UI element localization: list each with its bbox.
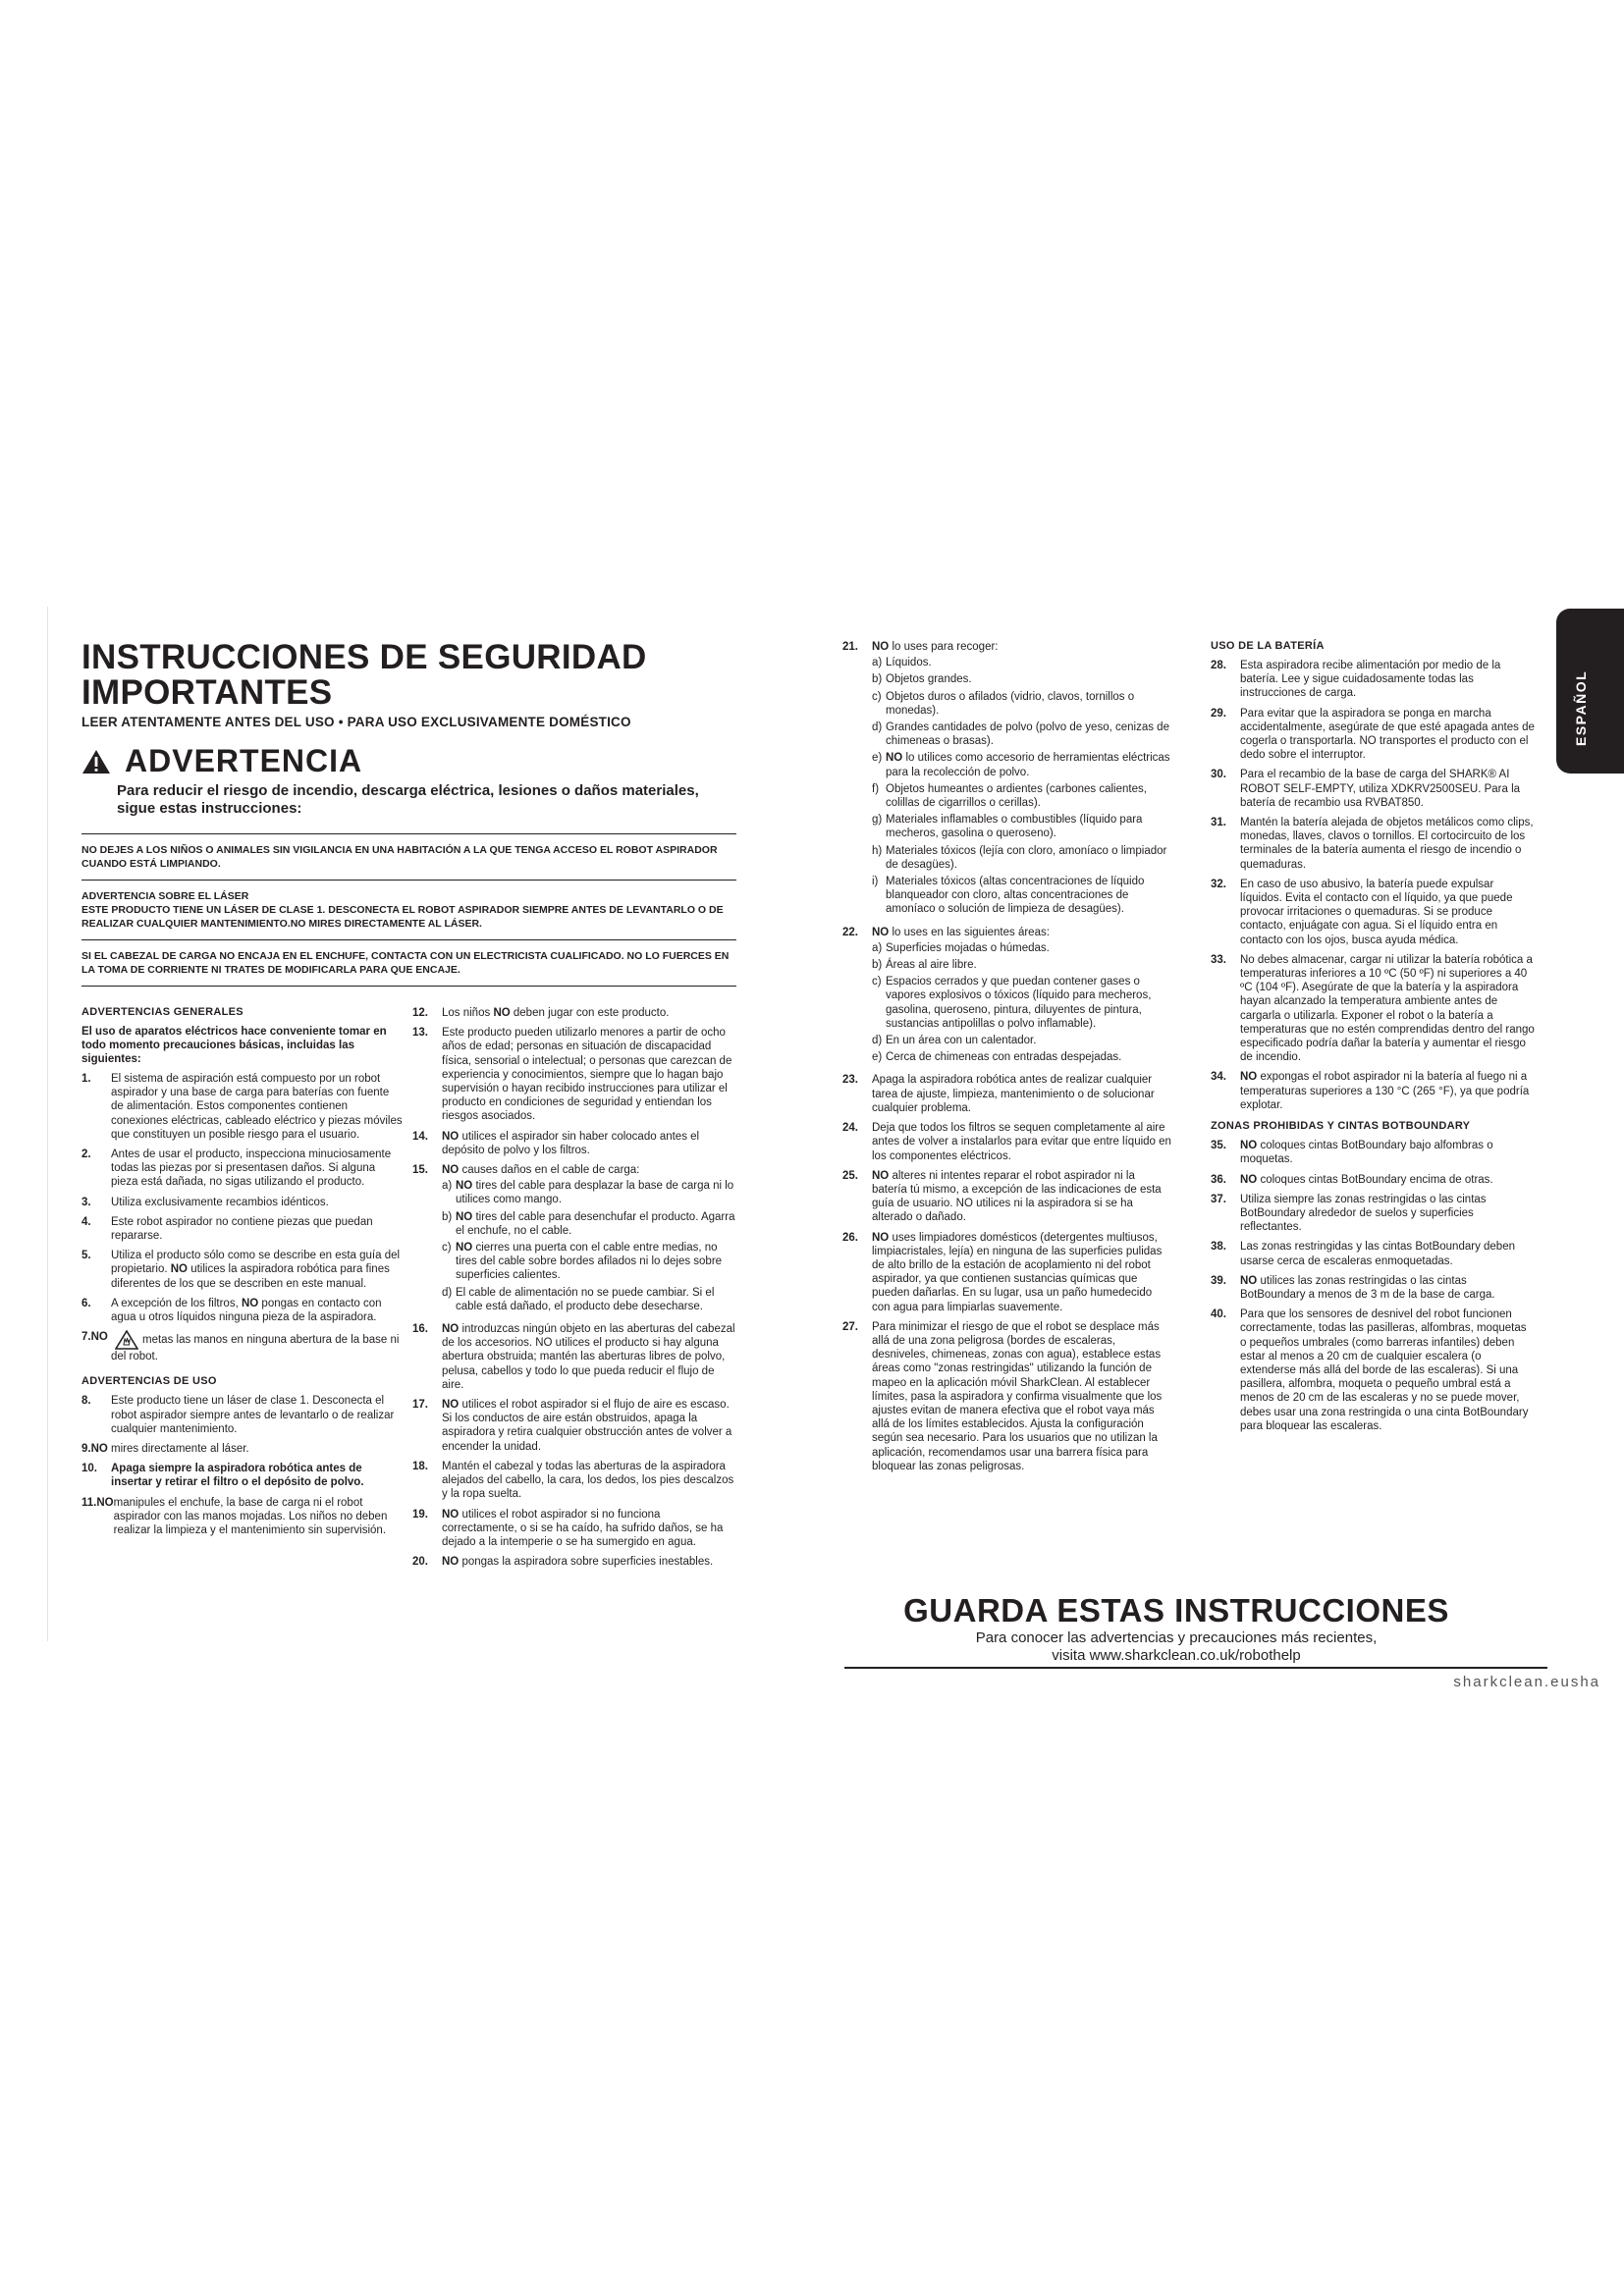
- list-item: 6. A excepción de los filtros, NO pongas en contacto con agua u otros líquidos ninguna pieza de la aspiradora.: [81, 1297, 382, 1324]
- list-item: 12. Los niños NO deben jugar con este producto.: [412, 1007, 670, 1019]
- divider: [81, 833, 736, 834]
- list-item: 18. Mantén el cabezal y todas las aberturas de la aspiradora alejados del cabello, la cara, los dedos, los pies descalzos y la ropa suelta.: [412, 1460, 734, 1501]
- list-item: 32. En caso de uso abusivo, la batería puede expulsar líquidos. Evita el contacto con el líquido, ya que puede provocar irritaciones o quemaduras. Si se produce contacto, enjuágate con agua. Si el líquido entra en contacto con los ojos, busca ayuda médica.: [1211, 878, 1513, 946]
- sub-item: c) Espacios cerrados y que puedan contener gases o vapores explosivos o tóxicos (líquido para mecheros, gasolina, queroseno, pintura, diluyentes de pintura, sustancias antipolillas o polvo inflamable).: [872, 976, 1152, 1030]
- right-page: [842, 640, 1535, 1479]
- right-columns: [842, 640, 1535, 1479]
- save-instructions-block: [842, 1592, 1510, 1665]
- page-title: INSTRUCCIONES DE SEGURIDAD IMPORTANTES: [81, 638, 647, 712]
- list-item: 11.NO manipules el enchufe, la base de carga ni el robot aspirador con las manos mojadas. Los niños no deben realizar la limpieza y el mantenimiento sin supervisión.: [81, 1496, 388, 1537]
- list-item: 5. Utiliza el producto sólo como se describe en esta guía del propietario. NO utilices la aspiradora robótica para fines diferentes de los que se describen en este manual.: [81, 1250, 401, 1290]
- column-general: [81, 1006, 404, 1575]
- list-item: 7.NO metas las manos en ninguna abertura de la base ni del robot.: [81, 1331, 400, 1363]
- page-fold-line: [47, 607, 48, 1641]
- list-item: 31. Mantén la batería alejada de objetos metálicos como clips, monedas, llaves, clavos o tornillos. El cortocircuito de los terminales de la batería aumenta el riesgo de incendio o quemaduras.: [1211, 817, 1534, 871]
- language-tab-label: ESPAÑOL: [1573, 669, 1589, 746]
- general-heading: ADVERTENCIAS GENERALES: [81, 1006, 244, 1018]
- list-item: 3. Utiliza exclusivamente recambios idénticos.: [81, 1196, 329, 1208]
- left-page: [81, 640, 736, 1575]
- sub-item: b) Objetos grandes.: [872, 673, 972, 686]
- sub-item: d) El cable de alimentación no se puede cambiar. Si el cable está dañado, el producto debe desecharse.: [442, 1286, 715, 1312]
- save-instructions-title: GUARDA ESTAS INSTRUCCIONES: [903, 1592, 1449, 1629]
- save-instructions-line: Para conocer las advertencias y precauciones más recientes,: [975, 1629, 1378, 1646]
- column-items-21-27: [842, 640, 1171, 1479]
- list-item: 9.NO mires directamente al láser.: [81, 1443, 249, 1456]
- sub-item: c) Objetos duros o afilados (vidrio, clavos, tornillos o monedas).: [872, 690, 1135, 717]
- sub-item: h) Materiales tóxicos (lejía con cloro, amoníaco o limpiador de desagües).: [872, 844, 1167, 871]
- list-item: 38. Las zonas restringidas y las cintas BotBoundary deben usarse cerca de escaleras enmoquetadas.: [1211, 1241, 1515, 1267]
- list-item: 20. NO pongas la aspiradora sobre superficies inestables.: [412, 1556, 714, 1569]
- zonas-heading: ZONAS PROHIBIDAS Y CINTAS BOTBOUNDARY: [1211, 1120, 1471, 1133]
- list-item: 1. El sistema de aspiración está compuesto por un robot aspirador y una base de carga para baterías con fuente de alimentación. Estos componentes contienen conexiones eléctricas, cableado eléctrico y piezas móviles que constituyen un posible riesgo para el usuario.: [81, 1073, 403, 1141]
- sub-item: d) En un área con un calentador.: [872, 1035, 1037, 1047]
- sub-item: g) Materiales inflamables o combustibles (líquido para mecheros, gasolina o queroseno).: [872, 814, 1143, 840]
- list-item: 30. Para el recambio de la base de carga del SHARK® AI ROBOT SELF-EMPTY, utiliza XDKRV2500SEU. Para la batería de recambio usa RVBAT850.: [1211, 769, 1521, 809]
- list-item: 17. NO utilices el robot aspirador si el flujo de aire es escaso. Si los conductos de aire están obstruidos, apaga la aspiradora y retira cualquier obstrucción antes de volver a encender la unidad.: [412, 1399, 732, 1453]
- notice-laser: ESTE PRODUCTO TIENE UN LÁSER DE CLASE 1. DESCONECTA EL ROBOT ASPIRADOR SIEMPRE ANTES DE LEVANTARLO O DE REALIZAR CUALQUIER MANTENIMIENTO.NO MIRES DIRECTAMENTE AL LÁSER.: [81, 904, 724, 930]
- notice-children: NO DEJES A LOS NIÑOS O ANIMALES SIN VIGILANCIA EN UNA HABITACIÓN A LA QUE TENGA ACCESO EL ROBOT ASPIRADOR CUANDO ESTÁ LIMPIANDO.: [81, 844, 718, 870]
- list-item: 33. No debes almacenar, cargar ni utilizar la batería robótica a temperaturas inferiores a 10 ºC (50 ºF) ni superiores a 40 ºC (104 ºF). Asegúrate de que la batería y la aspiradora hayan alcanzado la temperatura ambiente antes de cargarla o utilizarla. Exponer el robot o la batería a temperaturas que no estén comprendidas dentro del rango especificado podría dañar la batería y aumentar el riesgo de incendio.: [1211, 953, 1535, 1064]
- footer-url: sharkclean.eusha: [1453, 1674, 1600, 1690]
- list-item: 40. Para que los sensores de desnivel del robot funcionen correctamente, todas las pasilleras, alfombras, moquetas o pequeños umbrales (como barreras infantiles) deben estar al menos a 20 cm de cualquier escalera (o extenderse más allá del borde de las escaleras). Si una pasillera, alfombra, moqueta o pequeño umbral está a menos de 20 cm de las escaleras y no se puede mover, debes usar una zona restringida o una cinta BotBoundary para bloquear las escaleras.: [1211, 1308, 1529, 1432]
- list-item: 15. NO causes daños en el cable de carga: a) NO tires del cable para desplazar la base de carga ni lo utilices como mango. b) NO tires del cable para desenchufar el producto. Agarra el enchufe, no el cable. c) NO cierres una puerta con el cable entre medias, no tires del cable sobre bordes afilados ni lo dejes sobre superficies calientes. d) El cable de alimentación no se puede cambiar. Si el cable está dañado, el producto debe desecharse.: [412, 1164, 735, 1312]
- sub-list: [442, 1179, 736, 1313]
- divider: [81, 939, 736, 940]
- language-tab: [1556, 609, 1624, 774]
- divider: [81, 986, 736, 987]
- list-item: 4. Este robot aspirador no contiene piezas que puedan repararse.: [81, 1215, 373, 1243]
- hand-warning-icon: [115, 1330, 138, 1350]
- divider: [81, 880, 736, 881]
- sub-item: b) NO tires del cable para desenchufar el producto. Agarra el enchufe, no el cable.: [442, 1210, 735, 1237]
- list-item: 29. Para evitar que la aspiradora se ponga en marcha accidentalmente, asegúrate de que esté apagada antes de cogerla o transportarla. NO transportes el producto con el dedo sobre el interruptor.: [1211, 707, 1535, 762]
- sub-item: e) Cerca de chimeneas con entradas despejadas.: [872, 1051, 1122, 1064]
- list-item: 34. NO expongas el robot aspirador ni la batería al fuego ni a temperaturas superiores a 130 °C (265 °F), ya que podría explotar.: [1211, 1071, 1530, 1111]
- list-item: 23. Apaga la aspiradora robótica antes de realizar cualquier tarea de ajuste, limpieza, mantenimiento o de solucionar cualquier problema.: [842, 1074, 1155, 1114]
- list-item: 22. NO lo uses en las siguientes áreas: a) Superficies mojadas o húmedas. b) Áreas al aire libre. c) Espacios cerrados y que puedan contener gases o vapores explosivos o tóxicos (líquido para mecheros, gasolina, queroseno, pintura, diluyentes de pintura, sustancias antipolillas o polvo inflamable). d) En un área con un calentador. e) Cerca de chimeneas con entradas despejadas.: [842, 926, 1171, 1068]
- left-columns: [81, 1006, 736, 1575]
- uso-heading: ADVERTENCIAS DE USO: [81, 1375, 217, 1388]
- sub-list: [872, 656, 1171, 916]
- list-item: 8. Este producto tiene un láser de clase 1. Desconecta el robot aspirador siempre antes de levantarlo o de realizar cualquier mantenimiento.: [81, 1395, 395, 1435]
- warning-header: [81, 743, 736, 779]
- general-intro: El uso de aparatos eléctricos hace conveniente tomar en todo momento precauciones básicas, incluidas las siguientes:: [81, 1026, 387, 1065]
- notice-laser-heading: ADVERTENCIA SOBRE EL LÁSER: [81, 890, 249, 902]
- list-item: 24. Deja que todos los filtros se sequen completamente al aire antes de volver a instalarlos para evitar que entre líquido en los componentes eléctricos.: [842, 1122, 1171, 1162]
- list-item: 16. NO introduzcas ningún objeto en las aberturas del cabezal de los accesorios. NO utilices el producto si hay alguna abertura obstruida; mantén las aberturas libres de polvo, pelusa, cabellos y todo lo que pueda reducir el flujo de aire.: [412, 1323, 735, 1391]
- sub-item: f) Objetos humeantes o ardientes (carbones calientes, colillas de cigarrillos o cerillas).: [872, 782, 1147, 810]
- sub-item: b) Áreas al aire libre.: [872, 959, 977, 972]
- warning-subtitle: Para reducir el riesgo de incendio, descarga eléctrica, lesiones o daños materiales, sigue estas instrucciones:: [117, 782, 699, 817]
- page-subtitle: LEER ATENTAMENTE ANTES DEL USO • PARA USO EXCLUSIVAMENTE DOMÉSTICO: [81, 715, 631, 729]
- sub-item: c) NO cierres una puerta con el cable entre medias, no tires del cable sobre bordes afilados ni lo dejes sobre superficies calientes.: [442, 1242, 723, 1282]
- list-item: 28. Esta aspiradora recibe alimentación por medio de la batería. Lee y sigue cuidadosamente todas las instrucciones de carga.: [1211, 660, 1501, 700]
- sub-item: i) Materiales tóxicos (altas concentraciones de líquido blanqueador con cloro, altas concentraciones de amoníaco o solución de limpieza de desagües).: [872, 876, 1145, 916]
- list-item: 14. NO utilices el aspirador sin haber colocado antes el depósito de polvo y los filtros.: [412, 1130, 700, 1156]
- list-item: 27. Para minimizar el riesgo de que el robot se desplace más allá de una zona peligrosa (bordes de escaleras, desniveles, chimeneas, zonas con agua), establece estas áreas como "zonas restringidas" utilizando la función de mapeo en la aplicación móvil SharkClean. Al establecer límites, pasa la aspiradora y confirma visualmente que los ajustes evitan de manera efectiva que el robot vaya más allá de los límites establecidos. Ajusta la configuración según sea necesario. Para los usuarios que no utilizan la aplicación, recomendamos usar una barrera física para bloquear las zonas peligrosas.: [842, 1320, 1163, 1472]
- list-item: 10. Apaga siempre la aspiradora robótica antes de insertar y retirar el filtro o el depósito de polvo.: [81, 1463, 364, 1489]
- warning-triangle-icon: [81, 749, 111, 774]
- column-items-28-40: [1211, 640, 1535, 1479]
- list-item: 13. Este producto pueden utilizarlo menores a partir de ocho años de edad; personas en situación de discapacidad física, sensorial o intelectual; o personas que carezcan de experiencia y conocimientos, siempre que lo hagan bajo supervisión o hayan recibido instrucciones para utilizar el producto en condiciones de seguridad y entiendan los riesgos asociados.: [412, 1027, 732, 1123]
- sub-list: [872, 941, 1171, 1065]
- warning-title: ADVERTENCIA: [125, 743, 363, 778]
- sub-item: e) NO lo utilices como accesorio de herramientas eléctricas para la recolección de polvo.: [872, 752, 1170, 778]
- list-item: 37. Utiliza siempre las zonas restringidas o las cintas BotBoundary alrededor de suelos y superficies reflectantes.: [1211, 1193, 1487, 1234]
- sub-item: d) Grandes cantidades de polvo (polvo de yeso, cenizas de chimeneas o brasas).: [872, 721, 1169, 748]
- list-item: 21. NO lo uses para recoger: a) Líquidos. b) Objetos grandes. c) Objetos duros o afilados (vidrio, clavos, tornillos o monedas). d) Grandes cantidades de polvo (polvo de yeso, cenizas de chimeneas o brasas). e) NO lo utilices como accesorio de herramientas eléctricas para la recolección de polvo. f) Objetos humeantes o ardientes (carbones calientes, colillas de cigarrillos o cerillas). g) Materiales inflamables o combustibles (líquido para mecheros, gasolina o queroseno). h) Materiales tóxicos (lejía con cloro, amoníaco o limpiador de desagües). i) Materiales tóxicos (altas concentraciones de líquido blanqueador con cloro, altas concentraciones de amoníaco o solución de limpieza de desagües).: [842, 641, 1170, 916]
- list-item: 2. Antes de usar el producto, inspecciona minuciosamente todas las piezas por si presentasen daños. Si alguna pieza está dañada, no sigas utilizando el producto.: [81, 1148, 392, 1189]
- list-item: 26. NO uses limpiadores domésticos (detergentes multiusos, limpiacristales, lejía) en ninguna de las superficies pulidas de alto brillo de la estación de acoplamiento ni del robot aspirador, ya que contienen sustancias químicas que pueden dañarlas. En su lugar, usa un paño humedecido con agua para limpiarlas suavemente.: [842, 1231, 1163, 1313]
- list-item: 19. NO utilices el robot aspirador si no funciona correctamente, o si se ha caído, ha sufrido daños, se ha dejado a la intemperie o se ha sumergido en agua.: [412, 1508, 724, 1548]
- bateria-heading: USO DE LA BATERÍA: [1211, 640, 1325, 652]
- sub-item: a) Líquidos.: [872, 657, 932, 669]
- list-item: 36. NO coloques cintas BotBoundary encima de otras.: [1211, 1173, 1493, 1186]
- list-item: 35. NO coloques cintas BotBoundary bajo alfombras o moquetas.: [1211, 1140, 1493, 1166]
- notice-plug: SI EL CABEZAL DE CARGA NO ENCAJA EN EL ENCHUFE, CONTACTA CON UN ELECTRICISTA CUALIFICADO. NO LO FUERCES EN LA TOMA DE CORRIENTE NI TRATES DE MODIFICARLA PARA QUE ENCAJE.: [81, 950, 730, 976]
- list-item: 25. NO alteres ni intentes reparar el robot aspirador ni la batería tú mismo, a excepción de las indicaciones de esta guía de usuario. NO utilices ni la aspiradora si se ha alterado o dañado.: [842, 1169, 1162, 1224]
- list-item: 39. NO utilices las zonas restringidas o las cintas BotBoundary a menos de 3 m de la base de carga.: [1211, 1274, 1495, 1301]
- save-instructions-url: visita www.sharkclean.co.uk/robothelp: [1052, 1647, 1301, 1664]
- sub-item: a) NO tires del cable para desplazar la base de carga ni lo utilices como mango.: [442, 1180, 734, 1206]
- sub-item: a) Superficies mojadas o húmedas.: [872, 941, 1050, 954]
- bottom-divider: [844, 1667, 1547, 1669]
- column-items-12-20: [412, 1006, 736, 1575]
